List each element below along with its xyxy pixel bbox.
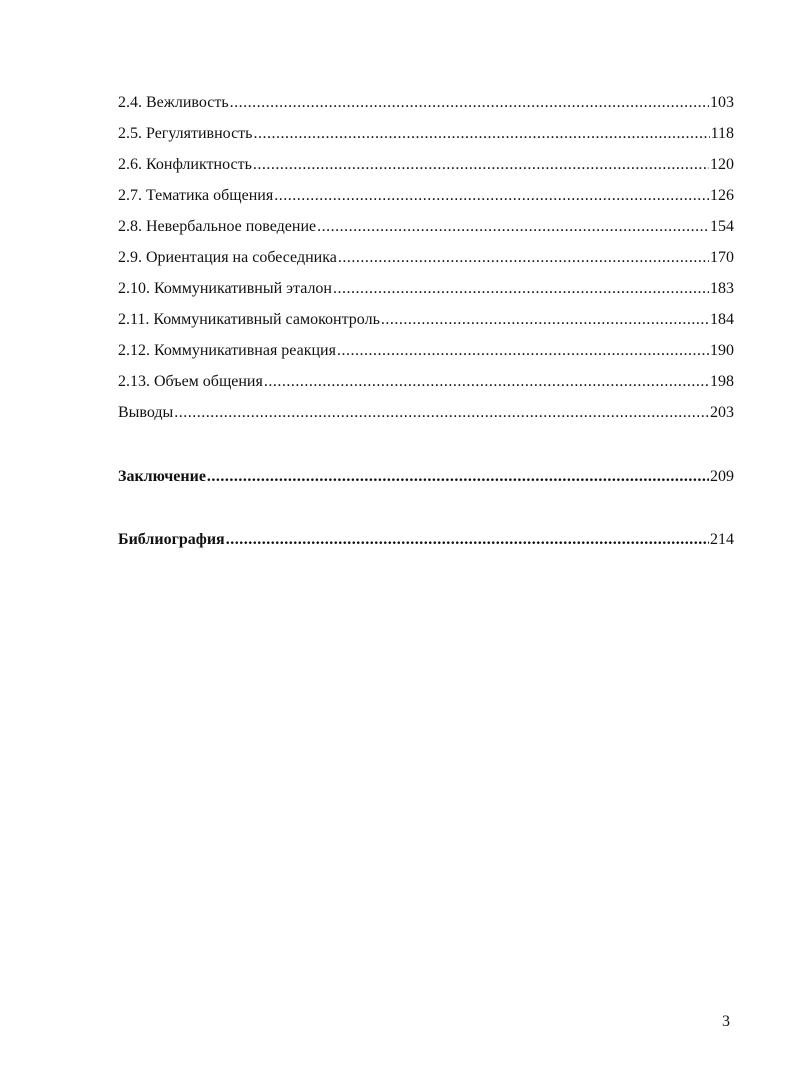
toc-entry-page: 198 — [710, 373, 734, 390]
toc-entry-page: 170 — [710, 249, 734, 266]
table-of-contents — [118, 91, 734, 559]
toc-entry-page: 184 — [710, 311, 734, 328]
toc-entry[interactable] — [118, 153, 734, 184]
toc-entry-page: 214 — [710, 531, 734, 548]
toc-entry-page: 103 — [710, 94, 734, 111]
toc-entry[interactable] — [118, 246, 734, 277]
toc-entry-title: Заключение — [118, 468, 206, 485]
toc-entry-title: 2.8. Невербальное поведение — [118, 218, 317, 235]
toc-entry[interactable] — [118, 122, 734, 153]
toc-entry[interactable] — [118, 91, 734, 122]
toc-entry-title: Выводы — [118, 404, 174, 421]
toc-leader-dots — [253, 122, 709, 146]
toc-entry-page: 209 — [710, 468, 734, 485]
toc-entry-page: 126 — [710, 187, 734, 204]
toc-leader-dots — [317, 215, 709, 239]
toc-leader-dots — [337, 339, 709, 363]
page-number: 3 — [722, 1013, 730, 1030]
toc-entry-title: 2.5. Регулятивность — [118, 125, 253, 142]
toc-entry-title: 2.11. Коммуникативный самоконтроль — [118, 311, 380, 328]
toc-entry-bibliography[interactable] — [118, 528, 734, 559]
toc-entry-title: 2.6. Конфликтность — [118, 156, 252, 173]
toc-entry-page: 183 — [710, 280, 734, 297]
toc-entry[interactable] — [118, 370, 734, 401]
toc-entry-title: 2.10. Коммуникативный эталон — [118, 280, 332, 297]
toc-entry[interactable] — [118, 401, 734, 432]
toc-entry-title: 2.4. Вежливость — [118, 94, 229, 111]
toc-leader-dots — [264, 370, 709, 394]
toc-entry-conclusion[interactable] — [118, 465, 734, 496]
toc-entry[interactable] — [118, 184, 734, 215]
section-spacer — [118, 496, 734, 528]
toc-leader-dots — [338, 246, 709, 270]
toc-entry[interactable] — [118, 277, 734, 308]
toc-entry-title: 2.9. Ориентация на собеседника — [118, 249, 337, 266]
toc-leader-dots — [333, 277, 709, 301]
toc-leader-dots — [274, 184, 709, 208]
toc-entry-page: 203 — [710, 404, 734, 421]
toc-leader-dots — [174, 401, 709, 425]
toc-entry-title: Библиография — [118, 531, 225, 548]
toc-entry[interactable] — [118, 339, 734, 370]
toc-leader-dots — [381, 308, 709, 332]
toc-entry[interactable] — [118, 215, 734, 246]
toc-leader-dots — [226, 528, 709, 552]
toc-entry-title: 2.13. Объем общения — [118, 373, 263, 390]
toc-entry[interactable] — [118, 308, 734, 339]
toc-entry-page: 120 — [710, 156, 734, 173]
toc-entry-page: 190 — [710, 342, 734, 359]
toc-entry-page: 118 — [710, 125, 734, 142]
toc-entry-title: 2.7. Тематика общения — [118, 187, 274, 204]
toc-leader-dots — [253, 153, 709, 177]
toc-entry-page: 154 — [710, 218, 734, 235]
toc-leader-dots — [207, 465, 709, 489]
toc-leader-dots — [230, 91, 709, 115]
section-spacer — [118, 432, 734, 465]
toc-entry-title: 2.12. Коммуникативная реакция — [118, 342, 336, 359]
